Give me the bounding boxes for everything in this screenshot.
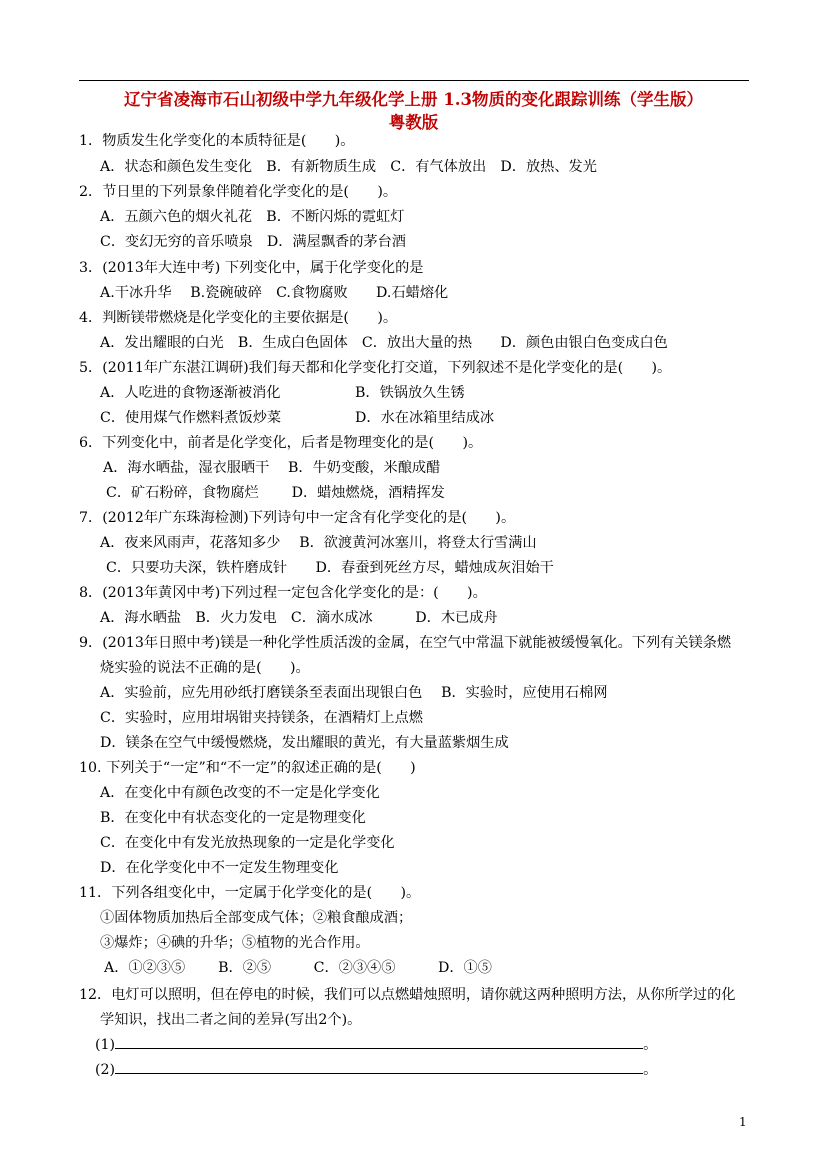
q2-options-cd: C．变幻无穷的音乐喷泉 D．满屋飘香的茅台酒 xyxy=(100,234,406,250)
document-title: 辽宁省凌海市石山初级中学九年级化学上册 1.3物质的变化跟踪训练（学生版） xyxy=(124,90,703,109)
q10-option-c: C．在变化中有发光放热现象的一定是化学变化 xyxy=(100,835,395,851)
q12-blank2-label: (2) xyxy=(95,1062,116,1078)
q4-options: A．发出耀眼的白光 B．生成白色固体 C．放出大量的热 D．颜色由银白色变成白色 xyxy=(100,335,668,351)
q4-stem: 4．判断镁带燃烧是化学变化的主要依据是( )。 xyxy=(79,310,398,326)
q12-answer-row-1 xyxy=(95,1035,657,1055)
q12-blank2-end: 。 xyxy=(643,1062,658,1078)
q12-answer-blank-2[interactable] xyxy=(115,1061,643,1074)
q11-stem: 11．下列各组变化中，一定属于化学变化的是( )。 xyxy=(79,885,421,901)
q8-options: A．海水晒盐 B．火力发电 C．滴水成冰 D．木已成舟 xyxy=(100,610,498,626)
q5-option-a: A．人吃进的食物逐渐被消化 xyxy=(100,385,281,401)
q10-option-a: A．在变化中有颜色改变的不一定是化学变化 xyxy=(100,785,380,801)
q10-option-b: B．在变化中有状态变化的一定是物理变化 xyxy=(100,810,366,826)
q2-stem: 2．节日里的下列景象伴随着化学变化的是( )。 xyxy=(79,184,398,200)
q12-blank1-end: 。 xyxy=(643,1037,658,1053)
q11-options: A．①②③⑤ B．②⑤ C．②③④⑤ D．①⑤ xyxy=(104,960,492,976)
q5-option-d: D．水在冰箱里结成冰 xyxy=(355,410,495,426)
q1-options: A．状态和颜色发生变化 B．有新物质生成 C．有气体放出 D．放热、发光 xyxy=(100,159,597,175)
q7-options-ab: A．夜来风雨声，花落知多少 B．欲渡黄河冰塞川，将登太行雪满山 xyxy=(100,535,537,551)
q9-stem-line1: 9．(2013年日照中考)镁是一种化学性质活泼的金属，在空气中常温下就能被缓慢氧化。下列有关镁条燃 xyxy=(79,635,732,651)
q3-options: A.干冰升华 B.瓷碗破碎 C.食物腐败 D.石蜡熔化 xyxy=(100,285,449,301)
q11-items-line1: ①固体物质加热后全部变成气体；②粮食酿成酒； xyxy=(100,910,413,926)
q6-stem: 6．下列变化中，前者是化学变化，后者是物理变化的是( )。 xyxy=(79,435,483,451)
q11-items-line2: ③爆炸；④碘的升华；⑤植物的光合作用。 xyxy=(100,935,370,951)
q3-stem: 3．(2013年大连中考) 下列变化中，属于化学变化的是 xyxy=(79,260,424,276)
q12-stem-line2: 学知识，找出二者之间的差异(写出2个)。 xyxy=(100,1012,362,1028)
header-rule xyxy=(79,80,749,81)
q9-options-ab: A．实验前，应先用砂纸打磨镁条至表面出现银白色 B．实验时，应使用石棉网 xyxy=(100,685,608,701)
q7-stem: 7．(2012年广东珠海检测)下列诗句中一定含有化学变化的是( )。 xyxy=(79,510,516,526)
document-subtitle: 粤教版 xyxy=(388,113,439,132)
page-number: 1 xyxy=(739,1115,747,1129)
q12-answer-blank-1[interactable] xyxy=(115,1036,643,1049)
q9-option-d: D．镁条在空气中缓慢燃烧，发出耀眼的黄光，有大量蓝紫烟生成 xyxy=(100,735,509,751)
q8-stem: 8．(2013年黄冈中考)下列过程一定包含化学变化的是：( )。 xyxy=(79,585,487,601)
q2-options-ab: A．五颜六色的烟火礼花 B．不断闪烁的霓虹灯 xyxy=(100,209,405,225)
q12-stem-line1: 12．电灯可以照明，但在停电的时候，我们可以点燃蜡烛照明，请你就这两种照明方法，从你所学过的化 xyxy=(79,987,736,1003)
q5-option-b: B．铁锅放久生锈 xyxy=(355,385,465,401)
q9-stem-line2: 烧实验的说法不正确的是( )。 xyxy=(100,660,310,676)
q12-blank1-label: (1) xyxy=(95,1037,116,1053)
q5-stem: 5．(2011年广东湛江调研)我们每天都和化学变化打交道，下列叙述不是化学变化的是( )。 xyxy=(79,360,672,376)
q10-stem: 10. 下列关于“一定”和“不一定”的叙述正确的是( ) xyxy=(79,760,416,776)
q9-option-c: C．实验时，应用坩埚钳夹持镁条，在酒精灯上点燃 xyxy=(100,710,423,726)
q6-options-cd: C．矿石粉碎，食物腐烂 D．蜡烛燃烧，酒精挥发 xyxy=(106,485,445,501)
q5-option-c: C．使用煤气作燃料煮饭炒菜 xyxy=(100,410,282,426)
q12-answer-row-2 xyxy=(95,1060,657,1080)
q6-options-ab: A．海水晒盐，湿衣服晒干 B．牛奶变酸，米酿成醋 xyxy=(103,460,441,476)
q10-option-d: D．在化学变化中不一定发生物理变化 xyxy=(100,860,339,876)
q1-stem: 1．物质发生化学变化的本质特征是( )。 xyxy=(79,133,355,149)
q7-options-cd: C．只要功夫深，铁杵磨成针 D．春蚕到死丝方尽，蜡烛成灰泪始干 xyxy=(106,560,554,576)
